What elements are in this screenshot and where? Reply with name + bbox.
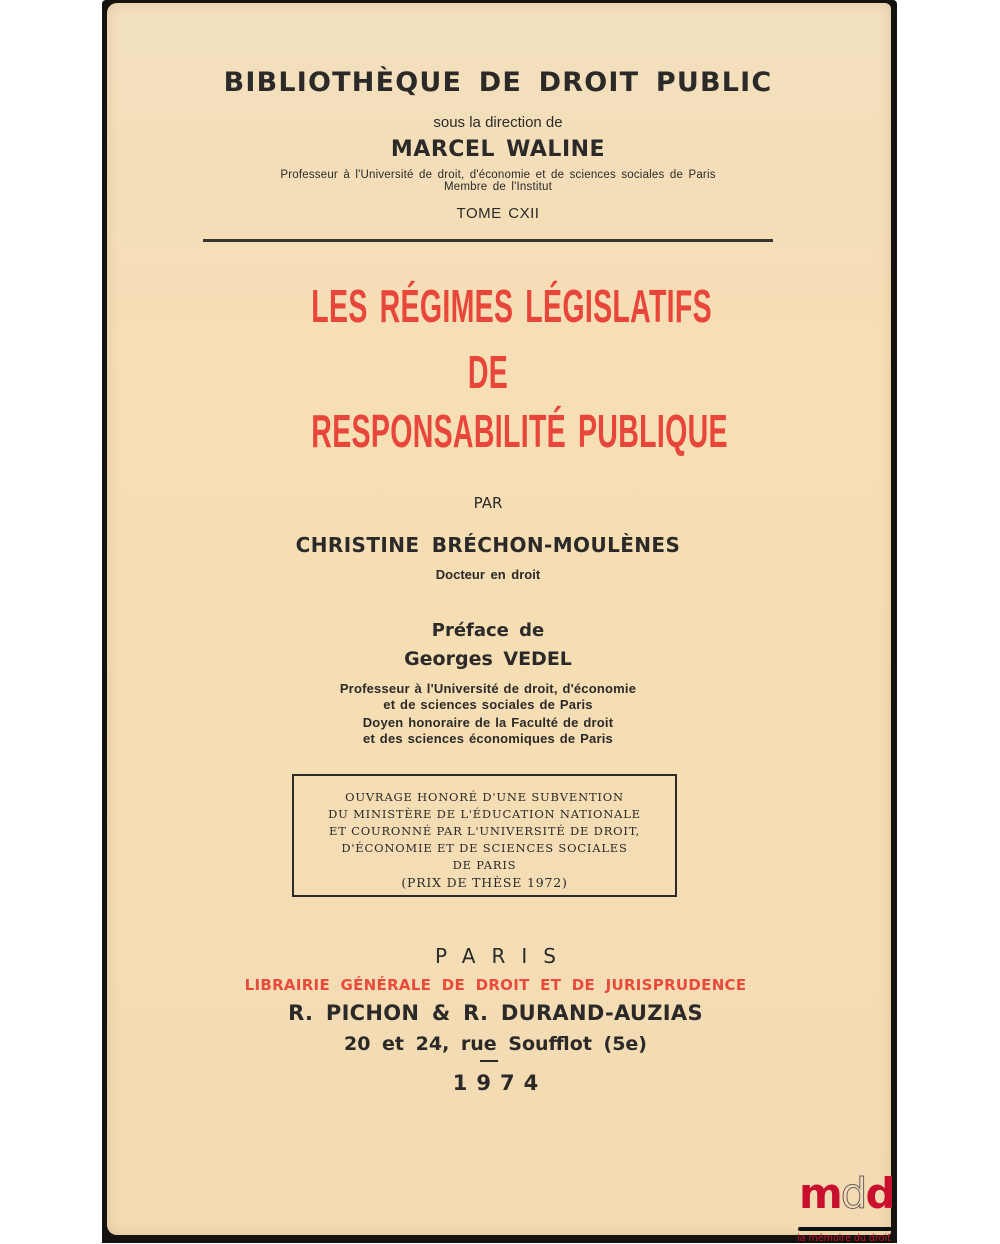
- preface-label: Préface de: [431, 620, 545, 641]
- imprint-place: PARIS: [435, 944, 572, 968]
- honor-line: OUVRAGE HONORÉ D'UNE SUBVENTION: [345, 790, 624, 804]
- honor-line: DU MINISTÈRE DE L'ÉDUCATION NATIONALE: [328, 807, 641, 821]
- book-title-line: LES RÉGIMES LÉGISLATIFS: [311, 280, 712, 332]
- director-credentials-line: Membre de l'Institut: [444, 181, 552, 193]
- logo-letter: d: [840, 1169, 866, 1218]
- book-cover: [107, 3, 894, 1235]
- imprint-address: 20 et 24, rue Soufflot (5e): [343, 1033, 647, 1055]
- book-title-line: RESPONSABILITÉ PUBLIQUE: [311, 405, 728, 457]
- divider-rule: [203, 239, 773, 242]
- prefacer-credentials-line: et des sciences économiques de Paris: [363, 731, 613, 746]
- imprint-publisher: LIBRAIRIE GÉNÉRALE DE DROIT ET DE JURISPRUDENCE: [244, 976, 747, 994]
- author-credentials: Docteur en droit: [435, 567, 541, 582]
- honor-line: ET COURONNÉ PAR L'UNIVERSITÉ DE DROIT,: [329, 824, 640, 838]
- author-name: CHRISTINE BRÉCHON-MOULÈNES: [295, 533, 681, 557]
- imprint-printer: R. PICHON & R. DURAND-AUZIAS: [288, 1001, 703, 1025]
- short-rule: [480, 1060, 498, 1062]
- logo-letter: d: [865, 1169, 894, 1218]
- book-title-line: DE: [467, 346, 509, 398]
- direction-label: sous la direction de: [433, 114, 563, 131]
- prefacer-credentials-line: et de sciences sociales de Paris: [383, 697, 593, 712]
- prefacer-credentials-line: Professeur à l'Université de droit, d'économie: [339, 681, 637, 696]
- honor-line: DE PARIS: [452, 858, 517, 872]
- director-credentials-line: Professeur à l'Université de droit, d'économie et de sciences sociales de Paris: [280, 169, 716, 181]
- honor-box: [292, 774, 677, 897]
- honor-line: (PRIX DE THÈSE 1972): [401, 875, 568, 890]
- logo-letter: m: [799, 1169, 841, 1218]
- prefacer-credentials-line: Doyen honoraire de la Faculté de droit: [362, 715, 614, 730]
- watermark-rule: [798, 1227, 892, 1231]
- prefacer-name: Georges VEDEL: [404, 648, 572, 670]
- prefacer-credentials: [203, 681, 773, 747]
- tome-number: TOME CXII: [456, 205, 540, 222]
- honor-line: D'ÉCONOMIE ET DE SCIENCES SOCIALES: [341, 841, 628, 855]
- imprint-year: 1974: [452, 1071, 548, 1095]
- mdd-logo: [799, 1170, 894, 1218]
- series-title: BIBLIOTHÈQUE DE DROIT PUBLIC: [223, 67, 773, 98]
- series-director: MARCEL WALINE: [390, 137, 606, 162]
- director-credentials: [203, 169, 793, 193]
- watermark-caption: la mémoire du droit: [797, 1233, 891, 1244]
- honor-text: [294, 789, 675, 891]
- by-label: PAR: [473, 494, 503, 512]
- mdd-watermark: [797, 1170, 897, 1243]
